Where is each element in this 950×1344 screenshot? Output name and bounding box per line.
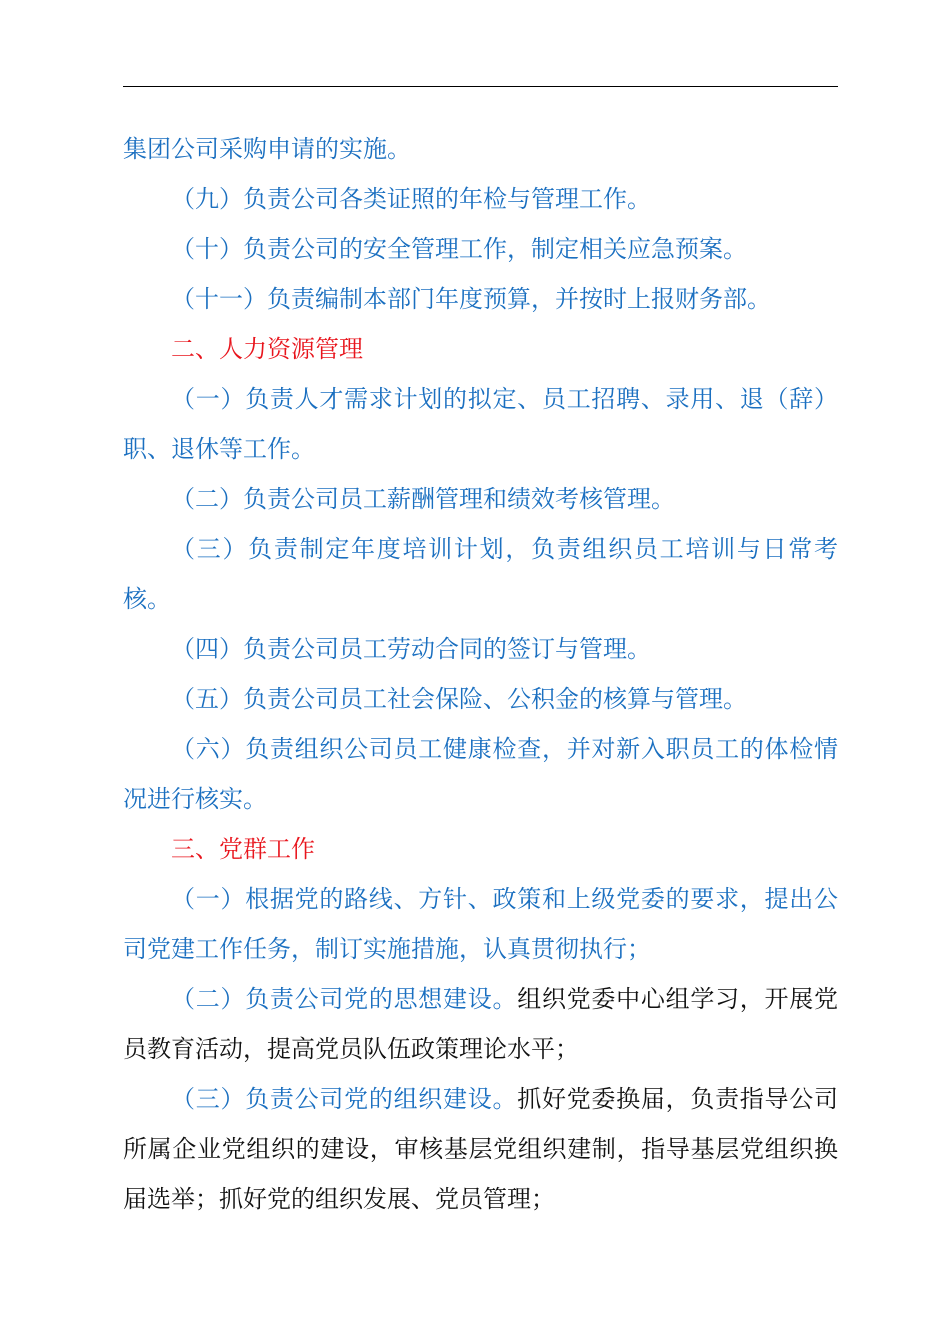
paragraph-text: 集团公司采购申请的实施。 (123, 135, 411, 163)
paragraph (123, 624, 838, 674)
paragraph (123, 724, 838, 824)
paragraph-text: 三、党群工作 (171, 835, 315, 863)
paragraph-text: （六）负责组织公司员工健康检查，并对新入职员工的体检情况进行核实。 (123, 735, 838, 813)
paragraph-text: （二）负责公司党的思想建设。 (171, 985, 518, 1013)
paragraph (123, 474, 838, 524)
document-body (123, 124, 838, 1224)
paragraph-text: （九）负责公司各类证照的年检与管理工作。 (171, 185, 651, 213)
paragraph (123, 274, 838, 324)
paragraph-text: （三）负责公司党的组织建设。 (171, 1085, 518, 1113)
paragraph (123, 974, 838, 1074)
paragraph-text: （十一）负责编制本部门年度预算，并按时上报财务部。 (171, 285, 771, 313)
paragraph-text: （一）负责人才需求计划的拟定、员工招聘、录用、退（辞）职、退休等工作。 (123, 385, 838, 463)
paragraph (123, 124, 838, 174)
paragraph-text: 组织党委中心组学习，开展党员教育活动，提高党员队伍政策理论水平； (123, 985, 839, 1063)
paragraph-text: （一）根据党的路线、方针、政策和上级党委的要求，提出公司党建工作任务，制订实施措施，认真贯彻执行； (123, 885, 838, 963)
paragraph (123, 824, 838, 874)
paragraph-text: 二、人力资源管理 (171, 335, 363, 363)
paragraph-text: （三）负责制定年度培训计划，负责组织员工培训与日常考核。 (123, 535, 838, 613)
paragraph-text: （十）负责公司的安全管理工作，制定相关应急预案。 (171, 235, 747, 263)
paragraph (123, 374, 838, 474)
paragraph-text: （二）负责公司员工薪酬管理和绩效考核管理。 (171, 485, 675, 513)
paragraph (123, 174, 838, 224)
paragraph-text: （五）负责公司员工社会保险、公积金的核算与管理。 (171, 685, 747, 713)
paragraph (123, 874, 838, 974)
paragraph (123, 1074, 838, 1224)
header-rule (123, 86, 838, 87)
paragraph-text: （四）负责公司员工劳动合同的签订与管理。 (171, 635, 651, 663)
paragraph-text: 抓好党委换届，负责指导公司所属企业党组织的建设，审核基层党组织建制，指导基层党组织换届选举；抓好党的组织发展、党员管理； (123, 1085, 839, 1213)
paragraph (123, 524, 838, 624)
paragraph (123, 324, 838, 374)
paragraph (123, 674, 838, 724)
paragraph (123, 224, 838, 274)
